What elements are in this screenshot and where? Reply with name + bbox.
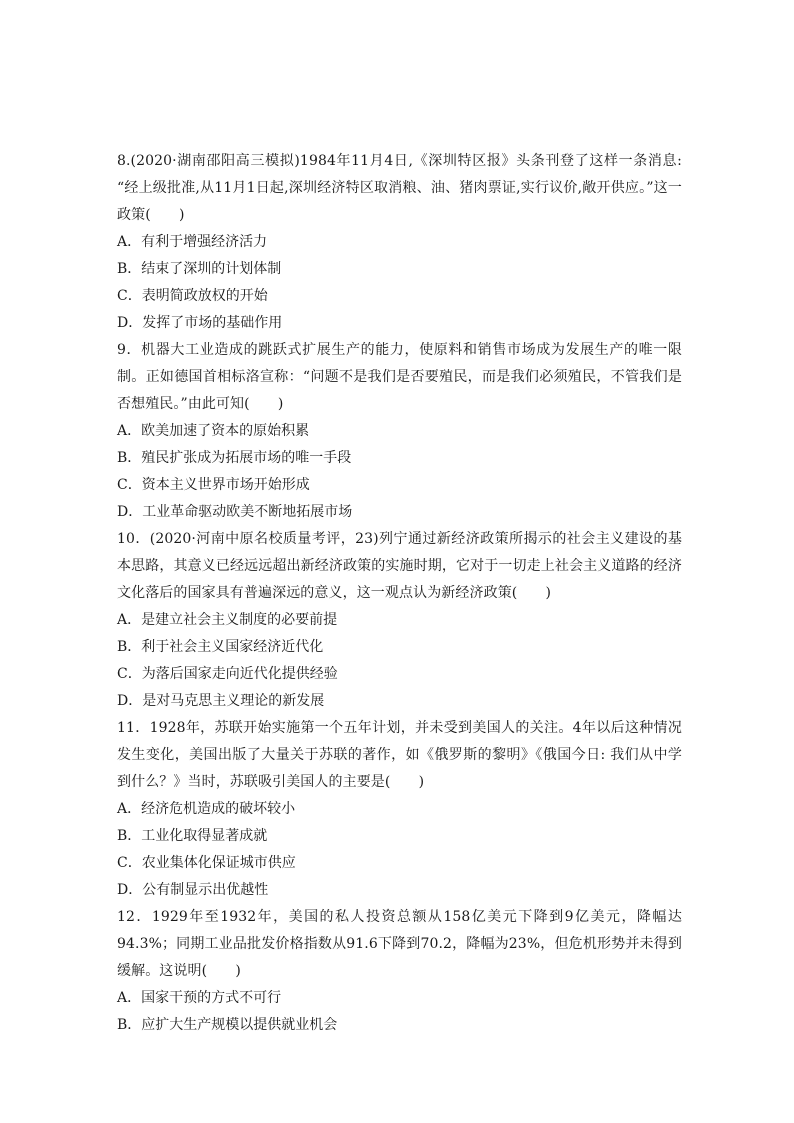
question-8 (117, 148, 682, 337)
question-stem: 11．1928年，苏联开始实施第一个五年计划，并未受到美国人的关注。4年以后这种情况发生变化，美国出版了大量关于苏联的著作，如《俄罗斯的黎明》《俄国今日: 我们从中学到什么？》当时，苏联吸引美国人的主要是( ) (117, 720, 682, 790)
option-b: B．殖民扩张成为拓展市场的唯一手段 (117, 450, 352, 466)
option-d: D．发挥了市场的基础作用 (117, 315, 283, 331)
question-12 (117, 904, 682, 1039)
option-d: D．工业革命驱动欧美不断地拓展市场 (117, 504, 353, 520)
option-a: A．是建立社会主义制度的必要前提 (117, 612, 338, 628)
option-a: A．经济危机造成的破坏较小 (117, 801, 296, 817)
option-b: B．应扩大生产规模以提供就业机会 (117, 1017, 338, 1033)
question-stem: 12．1929年至1932年，美国的私人投资总额从158亿美元下降到9亿美元，降幅达94.3%；同期工业品批发价格指数从91.6下降到70.2，降幅为23%，但危机形势并未得到缓解。这说明( ) (117, 909, 682, 979)
option-a: A．欧美加速了资本的原始积累 (117, 423, 310, 439)
option-d: D．公有制显示出优越性 (117, 882, 269, 898)
option-b: B．工业化取得显著成就 (117, 828, 268, 844)
option-b: B．结束了深圳的计划体制 (117, 261, 282, 277)
option-c: C．为落后国家走向近代化提供经验 (117, 666, 338, 682)
question-10 (117, 526, 682, 715)
option-d: D．是对马克思主义理论的新发展 (117, 693, 325, 709)
option-c: C．表明简政放权的开始 (117, 288, 268, 304)
option-b: B．利于社会主义国家经济近代化 (117, 639, 324, 655)
option-a: A．有利于增强经济活力 (117, 234, 268, 250)
question-stem: 9．机器大工业造成的跳跃式扩展生产的能力，使原料和销售市场成为发展生产的唯一限制。正如德国首相标洛宣称：“问题不是我们是否要殖民，而是我们必须殖民，不管我们是否想殖民。”由此可知( ) (117, 342, 682, 412)
question-stem: 8.(2020·湖南邵阳高三模拟)1984年11月4日,《深圳特区报》头条刊登了这样一条消息: “经上级批准,从11月1日起,深圳经济特区取消粮、油、猪肉票证,实行议价,敞开供应。”这一政策( ) (117, 153, 682, 223)
option-c: C．农业集体化保证城市供应 (117, 855, 296, 871)
question-11 (117, 715, 682, 904)
option-c: C．资本主义世界市场开始形成 (117, 477, 310, 493)
document-page (117, 148, 682, 1039)
question-9 (117, 337, 682, 526)
question-stem: 10．(2020·河南中原名校质量考评，23)列宁通过新经济政策所揭示的社会主义建设的基本思路，其意义已经远远超出新经济政策的实施时期，它对于一切走上社会主义道路的经济文化落后的国家具有普遍深远的意义，这一观点认为新经济政策( ) (117, 531, 682, 601)
option-a: A．国家干预的方式不可行 (117, 990, 282, 1006)
